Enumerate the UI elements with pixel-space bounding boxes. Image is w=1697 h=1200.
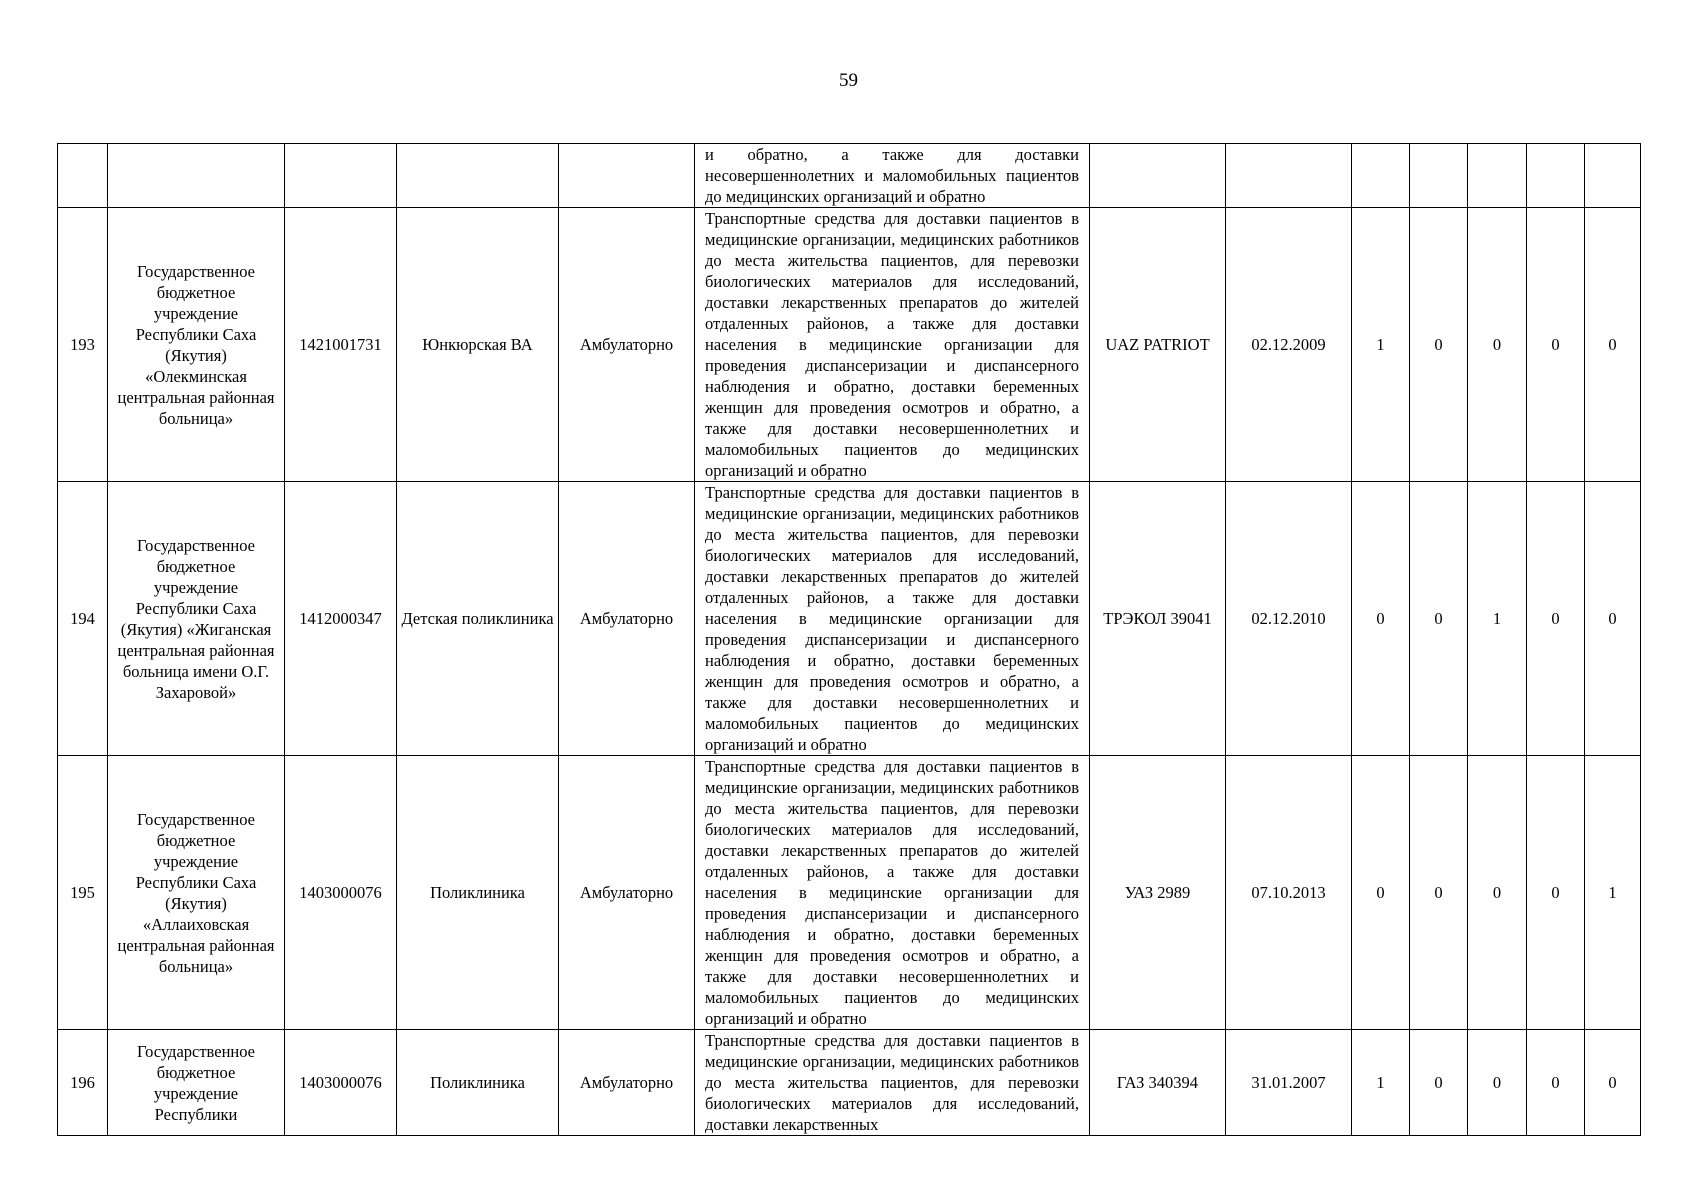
unit-name: Детская поликлиника — [397, 482, 559, 756]
registration-date — [1226, 144, 1352, 208]
count-cell-5 — [1585, 144, 1641, 208]
organization-name — [108, 144, 285, 208]
vehicle-model: ТРЭКОЛ 39041 — [1090, 482, 1226, 756]
count-cell-3: 0 — [1468, 756, 1527, 1030]
row-number: 196 — [58, 1030, 108, 1136]
table-row — [58, 756, 1641, 1030]
count-cell-3: 0 — [1468, 208, 1527, 482]
inn-code: 1403000076 — [285, 1030, 397, 1136]
table-row — [58, 1030, 1641, 1136]
row-number: 193 — [58, 208, 108, 482]
count-cell-3 — [1468, 144, 1527, 208]
unit-name: Поликлиника — [397, 1030, 559, 1136]
inn-code: 1412000347 — [285, 482, 397, 756]
vehicle-purpose: Транспортные средства для доставки пациентов в медицинские организации, медицинских работников до места жительства пациентов, для перевозки биологических материалов для исследований, доставки лекарственных препаратов до жителей отдаленных районов, а также для доставки населения в медицинские организации для проведения диспансеризации и диспансерного наблюдения и обратно, доставки беременных женщин для проведения осмотров и обратно, а также для доставки несовершеннолетних и маломобильных пациентов до медицинских организаций и обратно — [695, 482, 1090, 756]
care-form: Амбулаторно — [559, 208, 695, 482]
organization-name: Государственное бюджетное учреждение Республики Саха (Якутия) «Аллаиховская центральная районная больница» — [108, 756, 285, 1030]
care-form — [559, 144, 695, 208]
count-cell-1 — [1352, 144, 1410, 208]
count-cell-1: 0 — [1352, 482, 1410, 756]
row-number: 195 — [58, 756, 108, 1030]
vehicle-purpose: Транспортные средства для доставки пациентов в медицинские организации, медицинских работников до места жительства пациентов, для перевозки биологических материалов для исследований, доставки лекарственных препаратов до жителей отдаленных районов, а также для доставки населения в медицинские организации для проведения диспансеризации и диспансерного наблюдения и обратно, доставки беременных женщин для проведения осмотров и обратно, а также для доставки несовершеннолетних и маломобильных пациентов до медицинских организаций и обратно — [695, 208, 1090, 482]
count-cell-4: 0 — [1527, 1030, 1585, 1136]
count-cell-1: 1 — [1352, 208, 1410, 482]
registration-date: 02.12.2010 — [1226, 482, 1352, 756]
unit-name: Юнкюрская ВА — [397, 208, 559, 482]
count-cell-2: 0 — [1410, 208, 1468, 482]
count-cell-5: 1 — [1585, 756, 1641, 1030]
count-cell-2 — [1410, 144, 1468, 208]
count-cell-2: 0 — [1410, 756, 1468, 1030]
table-row — [58, 482, 1641, 756]
care-form: Амбулаторно — [559, 756, 695, 1030]
vehicle-purpose: Транспортные средства для доставки пациентов в медицинские организации, медицинских работников до места жительства пациентов, для перевозки биологических материалов для исследований, доставки лекарственных препаратов до жителей отдаленных районов, а также для доставки населения в медицинские организации для проведения диспансеризации и диспансерного наблюдения и обратно, доставки беременных женщин для проведения осмотров и обратно, а также для доставки несовершеннолетних и маломобильных пациентов до медицинских организаций и обратно — [695, 756, 1090, 1030]
count-cell-4: 0 — [1527, 482, 1585, 756]
unit-name: Поликлиника — [397, 756, 559, 1030]
organization-name: Государственное бюджетное учреждение Республики Саха (Якутия) «Жиганская центральная районная больница имени О.Г. Захаровой» — [108, 482, 285, 756]
count-cell-5: 0 — [1585, 1030, 1641, 1136]
count-cell-1: 0 — [1352, 756, 1410, 1030]
vehicle-model: ГАЗ 340394 — [1090, 1030, 1226, 1136]
count-cell-4 — [1527, 144, 1585, 208]
vehicle-purpose: Транспортные средства для доставки пациентов в медицинские организации, медицинских работников до места жительства пациентов, для перевозки биологических материалов для исследований, доставки лекарственных — [695, 1030, 1090, 1136]
vehicle-model — [1090, 144, 1226, 208]
page-number: 59 — [839, 70, 858, 91]
vehicle-registry-table — [57, 143, 1641, 1136]
count-cell-1: 1 — [1352, 1030, 1410, 1136]
inn-code: 1403000076 — [285, 756, 397, 1030]
table-row — [58, 144, 1641, 208]
registration-date: 02.12.2009 — [1226, 208, 1352, 482]
count-cell-3: 0 — [1468, 1030, 1527, 1136]
unit-name — [397, 144, 559, 208]
registration-date: 07.10.2013 — [1226, 756, 1352, 1030]
inn-code: 1421001731 — [285, 208, 397, 482]
row-number: 194 — [58, 482, 108, 756]
registration-date: 31.01.2007 — [1226, 1030, 1352, 1136]
count-cell-4: 0 — [1527, 208, 1585, 482]
organization-name: Государственное бюджетное учреждение Республики — [108, 1030, 285, 1136]
row-number — [58, 144, 108, 208]
count-cell-2: 0 — [1410, 482, 1468, 756]
count-cell-4: 0 — [1527, 756, 1585, 1030]
organization-name: Государственное бюджетное учреждение Республики Саха (Якутия) «Олекминская центральная районная больница» — [108, 208, 285, 482]
care-form: Амбулаторно — [559, 482, 695, 756]
care-form: Амбулаторно — [559, 1030, 695, 1136]
count-cell-5: 0 — [1585, 482, 1641, 756]
vehicle-model: UAZ PATRIOT — [1090, 208, 1226, 482]
count-cell-2: 0 — [1410, 1030, 1468, 1136]
vehicle-model: УАЗ 2989 — [1090, 756, 1226, 1030]
count-cell-5: 0 — [1585, 208, 1641, 482]
inn-code — [285, 144, 397, 208]
vehicle-purpose: и обратно, а также для доставки несовершеннолетних и маломобильных пациентов до медицинских организаций и обратно — [695, 144, 1090, 208]
count-cell-3: 1 — [1468, 482, 1527, 756]
table-row — [58, 208, 1641, 482]
